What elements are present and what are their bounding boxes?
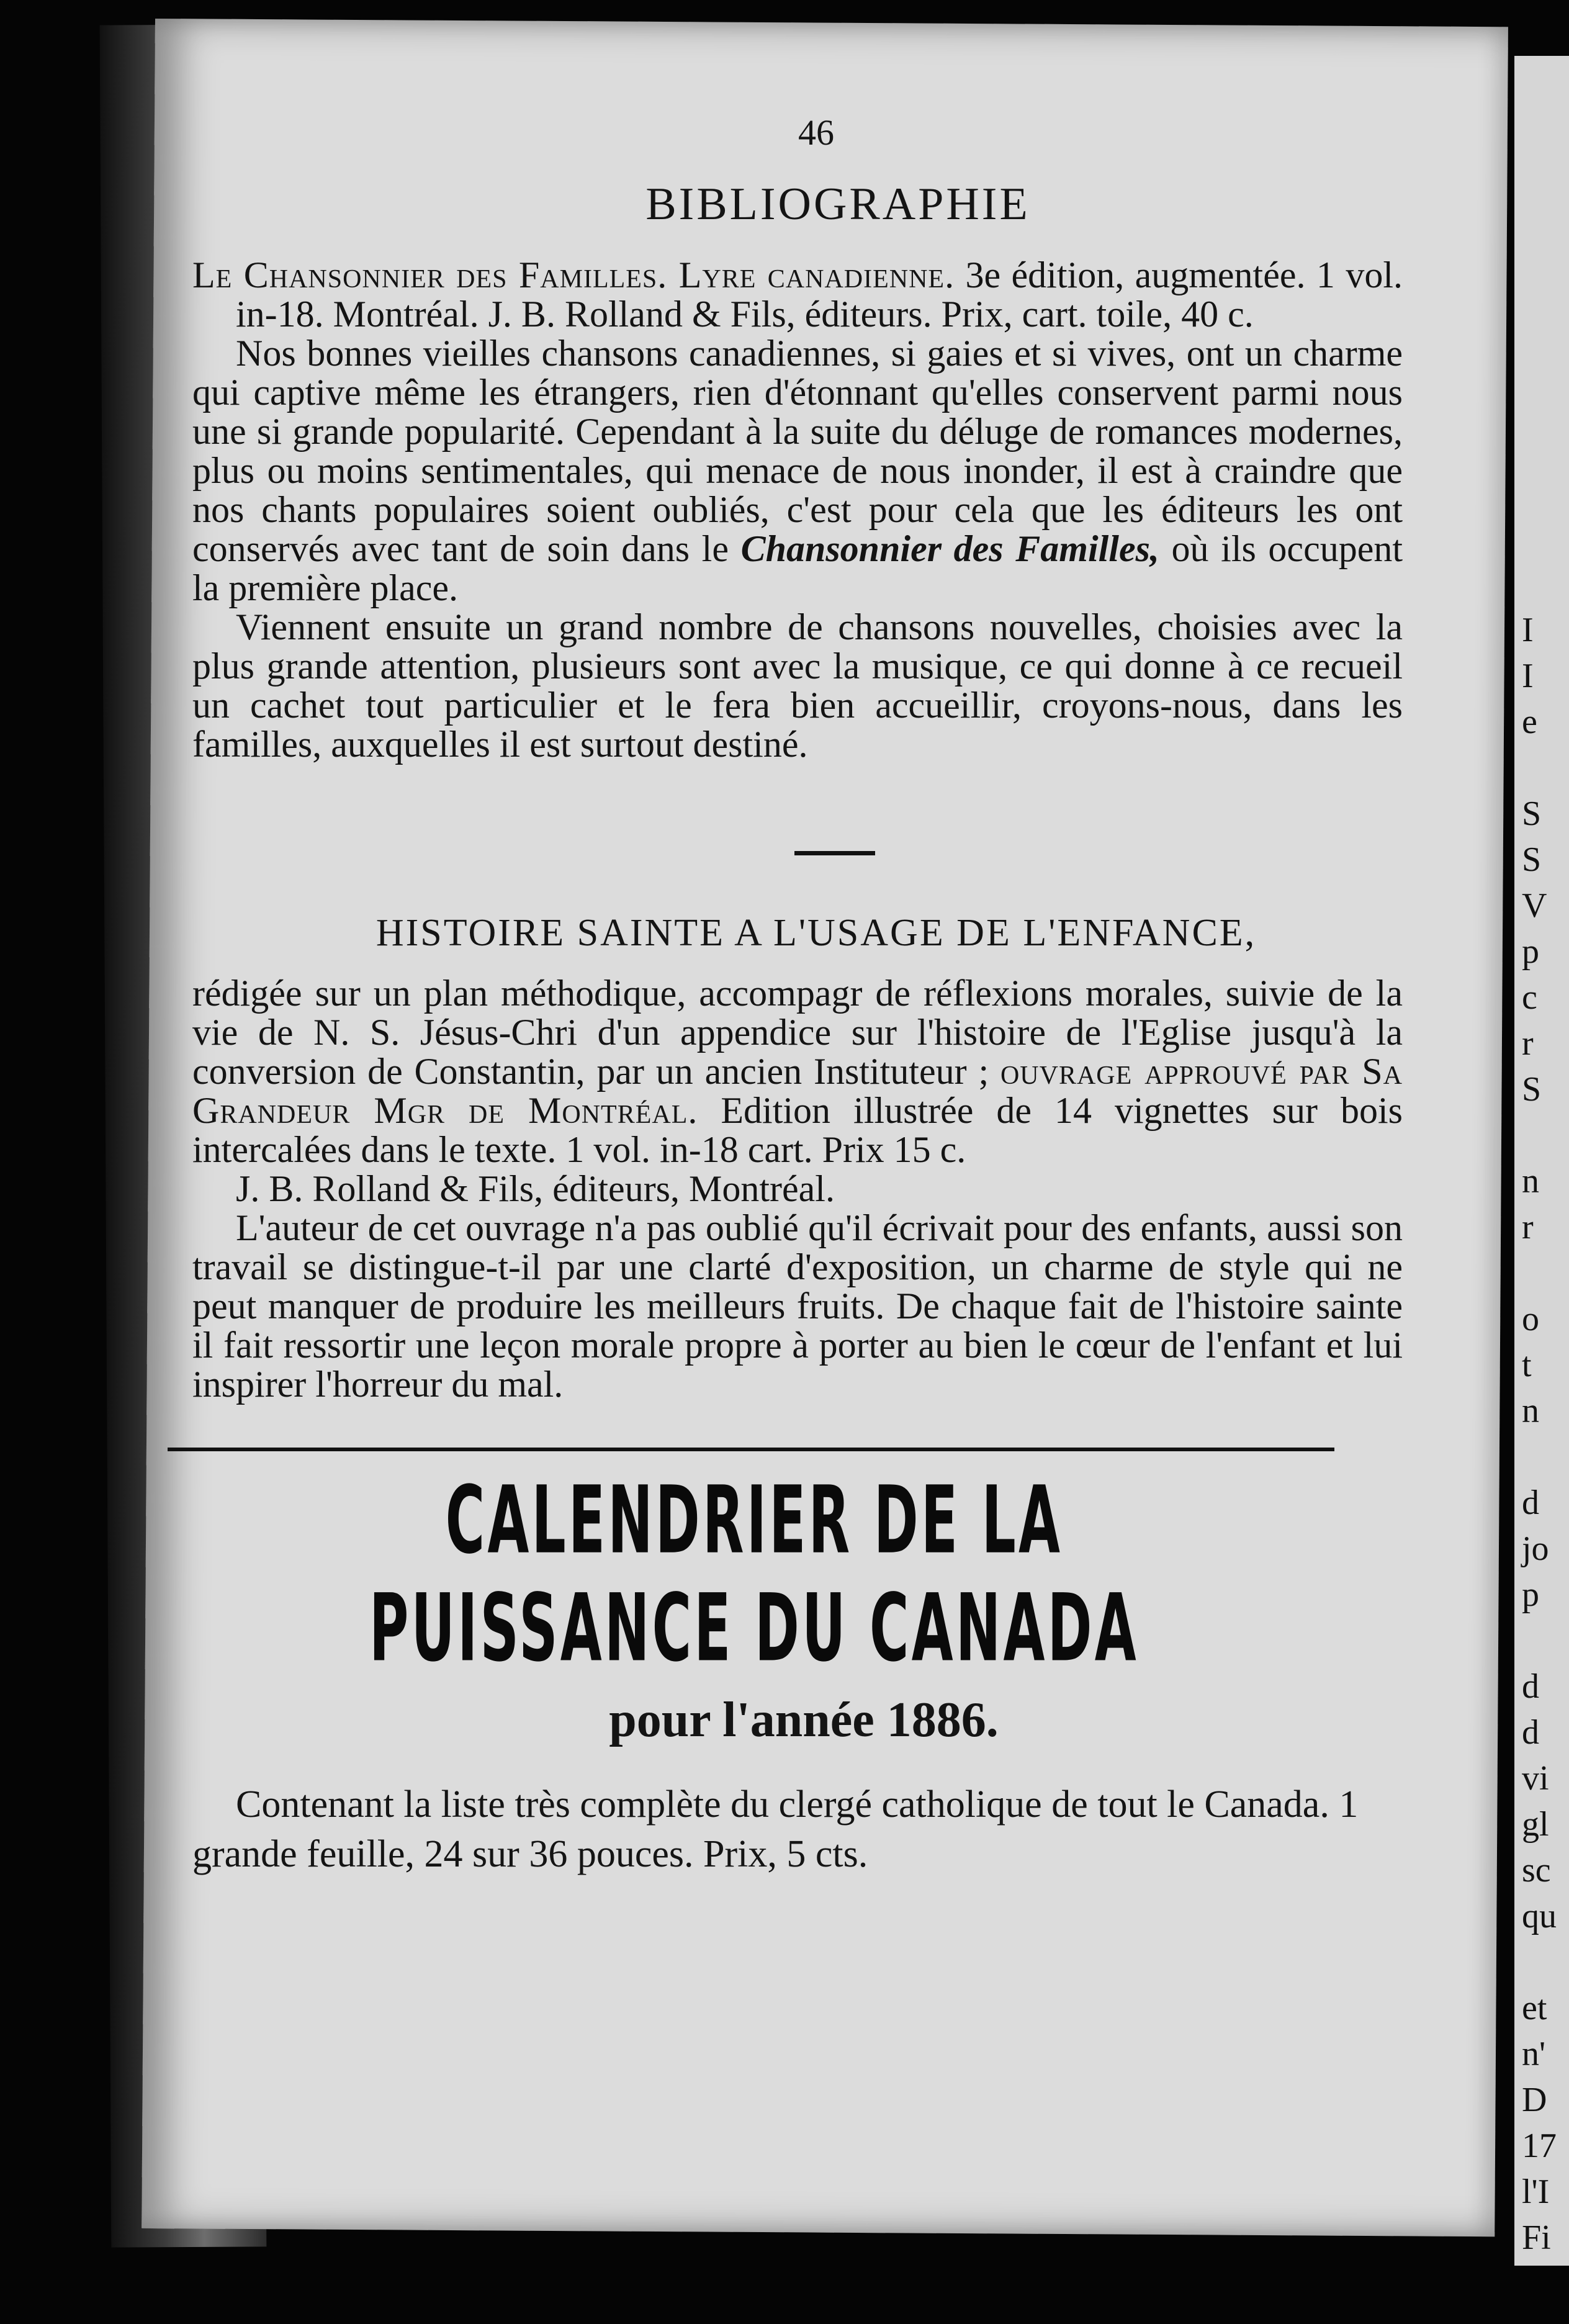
next-page-fragment: et [1522, 1989, 1547, 2027]
paragraph-text: où ils occupent la première place. [192, 528, 1403, 608]
next-page-fragment: r [1522, 1208, 1534, 1246]
next-page-fragment [1514, 745, 1569, 791]
next-page-fragment: 17 [1522, 2127, 1557, 2165]
description-text: Edition illustrée de 14 vignettes sur bois intercalées dans le texte. 1 vol. in-18 cart. Prix 15 c. [192, 1090, 1403, 1170]
next-page-fragment: n [1522, 1392, 1539, 1430]
next-page-fragment: o [1522, 1300, 1539, 1338]
next-page-fragment: S [1522, 840, 1542, 879]
entry-title: Le Chansonnier des Familles. Lyre canadienne. [192, 254, 955, 295]
next-page-fragment [1514, 1112, 1569, 1158]
next-page-fragment: t [1522, 1346, 1532, 1384]
next-page-fragment: I [1522, 611, 1534, 649]
next-page-fragment: n [1522, 1162, 1539, 1200]
next-page-fragment [1514, 148, 1569, 194]
paragraph-text: Nos bonnes vieilles chansons canadiennes, si gaies et si vives, ont un charme qui captive même les étrangers, rien d'étonnant qu'elles conservent parmi nous une si grande popularité. Cependant à la suite du déluge de romances modernes, plus ou moins sentimentales, qui menace de nous inonder, il est à craindre que nos chants populaires soient oubliés, c'est pour cela que les éditeurs les ont conservés avec tant de soin dans le [192, 333, 1403, 569]
next-page-fragment [1514, 102, 1569, 148]
next-page-fragment [1514, 240, 1569, 286]
calendar-title: CALENDRIER DE LA PUISSANCE DU CANADA [369, 1467, 1139, 1683]
entry-description [192, 974, 1403, 1169]
italic-title: Chansonnier des Familles, [740, 528, 1159, 569]
next-page-fragment [1514, 469, 1569, 515]
next-page-fragment: gl [1522, 1805, 1549, 1844]
review-paragraph: L'auteur de cet ouvrage n'a pas oublié qu'il écrivait pour des enfants, aussi son travail se distingue-t-il par une clarté d'exposition, un charme de style qui ne peut manquer de produire les meilleurs fruits. De chaque fait de l'histoire sainte il fait ressortir une leçon morale propre à porter au bien le cœur de l'enfant et lui inspirer l'horreur du mal. [192, 1207, 1403, 1405]
calendar-description [192, 1780, 1403, 1879]
section-divider [794, 851, 875, 855]
next-page-fragment: I [1522, 657, 1534, 695]
next-page-fragment: d [1522, 1667, 1539, 1706]
next-page-fragment [1514, 1250, 1569, 1296]
description-text: rédigée sur un plan méthodique, accompagr de réflexions morales, suivie de la vie de N. S. Jésus-Chri d'un appendice sur l'histoire de l'Eglise jusqu'à la conversion de Constantin, par un ancien Instituteur ; [192, 973, 1403, 1092]
next-page-fragment: S [1522, 795, 1542, 833]
next-page-fragment: V [1522, 886, 1547, 925]
next-page-fragment: S [1522, 1070, 1542, 1109]
next-page-fragment [1514, 194, 1569, 240]
entry-paragraph: Viennent ensuite un grand nombre de chansons nouvelles, choisies avec la plus grande attention, plusieurs sont avec la musique, ce qui donne à ce recueil un cachet tout particulier et le fera bien accueillir, croyons-nous, dans les familles, auxquelles il est surtout destiné. [192, 606, 1403, 765]
page-content [192, 112, 1403, 1879]
next-page-fragment: Fi [1522, 2218, 1551, 2257]
next-page-fragment [1514, 1939, 1569, 1985]
entry-title-histoire: HISTOIRE SAINTE A L'USAGE DE L'ENFANCE, [375, 912, 1257, 954]
entry-paragraph [192, 334, 1403, 608]
next-page-fragment: vi [1522, 1759, 1549, 1798]
next-page-fragment [1514, 1434, 1569, 1480]
adjacent-page-edge [1514, 56, 1569, 2266]
next-page-fragment: n' [1522, 2035, 1546, 2073]
page-number: 46 [798, 112, 834, 153]
next-page-fragment [1514, 1618, 1569, 1664]
next-page-fragment: p [1522, 932, 1539, 971]
next-page-fragment: d [1522, 1484, 1539, 1522]
next-page-fragment [1514, 286, 1569, 331]
publisher-line: J. B. Rolland & Fils, éditeurs, Montréal. [236, 1168, 835, 1209]
entry-heading [192, 256, 1403, 334]
next-page-fragment [1514, 561, 1569, 607]
next-page-fragment: jo [1522, 1529, 1549, 1568]
next-page-fragment: l'I [1522, 2173, 1550, 2211]
approval-note: ouvrage approuvé par Sa Grandeur Mgr de Montréal. [192, 1051, 1403, 1131]
calendar-year: pour l'année 1886. [609, 1693, 999, 1747]
next-page-fragment [1514, 377, 1569, 423]
entry-chansonnier [192, 256, 1403, 764]
calendar-description-text: Contenant la liste très complète du clergé catholique de tout le Canada. 1 grande feuille, 24 sur 36 pouces. Prix, 5 cts. [192, 1783, 1359, 1875]
next-page-fragment: d [1522, 1713, 1539, 1752]
entry-details: 3e édition, augmentée. 1 vol. in-18. Montréal. J. B. Rolland & Fils, éditeurs. Prix, cart. toile, 40 c. [236, 254, 1403, 335]
next-page-fragment [1514, 423, 1569, 469]
next-page-fragment [1514, 331, 1569, 377]
next-page-fragment: p [1522, 1575, 1539, 1614]
entry-histoire [192, 974, 1403, 1404]
next-page-fragment [1514, 515, 1569, 561]
next-page-fragment: qu [1522, 1897, 1557, 1935]
next-page-fragment: e [1522, 703, 1537, 741]
next-page-fragment: r [1522, 1024, 1534, 1063]
section-title: BIBLIOGRAPHIE [645, 179, 1030, 230]
horizontal-rule [168, 1448, 1334, 1451]
next-page-fragment: D [1522, 2081, 1547, 2119]
next-page-fragment [1514, 56, 1569, 102]
next-page-fragment: c [1522, 978, 1537, 1017]
next-page-fragment: sc [1522, 1851, 1551, 1889]
